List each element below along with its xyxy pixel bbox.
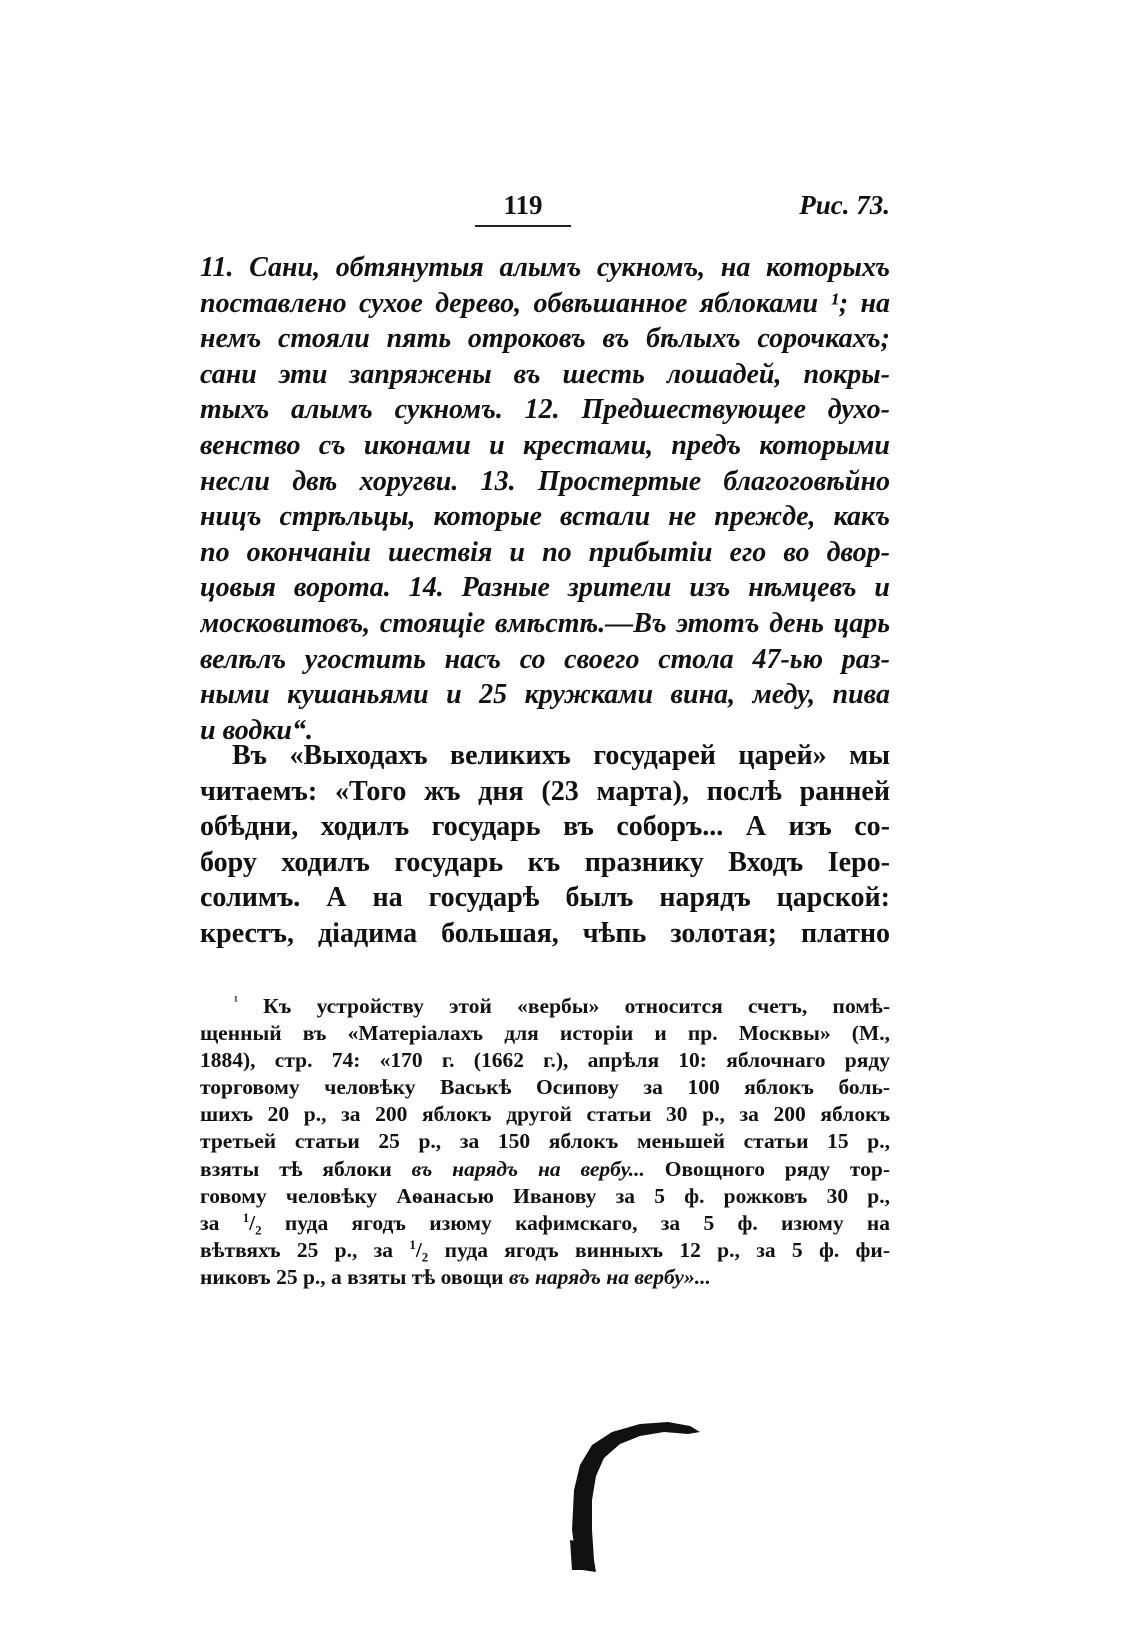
- text-line: и водки“.: [200, 714, 313, 746]
- text-line: сани эти запряжены въ шесть лошадей, покры-: [200, 358, 890, 390]
- italic-paragraph: [200, 250, 890, 748]
- footnote-italic-text: въ нарядъ на вербу...: [411, 1156, 645, 1181]
- text-line: обѣдни, ходилъ государь въ соборъ... А изъ со-: [200, 811, 890, 842]
- text-line: читаемъ: «Того жъ дня (23 марта), послѣ ранней: [200, 775, 890, 807]
- footnote-line: [200, 993, 890, 1020]
- footnote-marker: ¹: [234, 993, 238, 1008]
- main-paragraph: [200, 738, 890, 951]
- fraction-numerator: 1: [242, 1210, 250, 1225]
- fraction-numerator: 1: [409, 1237, 416, 1252]
- footnote-line: говому человѣку Аѳанасью Иванову за 5 ф. рожковъ 30 р.,: [200, 1183, 890, 1208]
- scan-artifact-mark: [560, 1410, 710, 1580]
- text-line: венство съ иконами и крестами, предъ которыми: [200, 429, 890, 461]
- footnote-text: вѣтвяхъ 25 р., за: [200, 1237, 410, 1262]
- text-line: по окончаніи шествія и по прибытіи его во двор-: [200, 536, 890, 568]
- footnote-line: [200, 1210, 890, 1237]
- footnote: [200, 993, 890, 1291]
- footnote-line: шихъ 20 р., за 200 яблокъ другой статьи 30 р., за 200 яблокъ: [200, 1102, 890, 1127]
- text-line: московитовъ, стоящіе вмѣстѣ.—Въ этотъ день царь: [200, 607, 890, 639]
- figure-reference: Рис. 73.: [799, 190, 890, 220]
- text-line: несли двѣ хоругви. 13. Простертые благоговѣйно: [200, 465, 890, 497]
- footnote-text: /₂ пуда ягодъ винныхъ 12 р., за 5 ф. фи-: [415, 1237, 890, 1262]
- footnote-line: третьей статьи 25 р., за 150 яблокъ меньшей статьи 15 р.,: [200, 1129, 890, 1154]
- footnote-text: Овощного ряду тор-: [644, 1156, 890, 1181]
- text-line: солимъ. А на государѣ былъ нарядъ царской:: [200, 882, 890, 913]
- footnote-text: взяты тѣ яблоки: [200, 1156, 412, 1181]
- footnote-line: [200, 1264, 890, 1291]
- footnote-line: торговому человѣку Васькѣ Осипову за 100 яблокъ боль-: [200, 1075, 890, 1100]
- text-line: велѣлъ угостить насъ со своего стола 47-ью раз-: [200, 643, 890, 675]
- text-line: ницъ стрѣльцы, которые встали не прежде, какъ: [200, 501, 890, 533]
- footnote-line: 1884), стр. 74: «170 г. (1662 г.), апрѣля 10: яблочнаго ряду: [200, 1048, 890, 1073]
- text-line: тыхъ алымъ сукномъ. 12. Предшествующее духо-: [200, 394, 890, 426]
- text-line: ными кушаньями и 25 кружками вина, меду, пива: [200, 679, 890, 711]
- text-line: немъ стояли пять отроковъ въ бѣлыхъ сорочкахъ;: [200, 323, 890, 355]
- footnote-text: Къ устройству этой «вербы» относится счетъ, помѣ-: [263, 994, 890, 1018]
- text-line: Въ «Выходахъ великихъ государей царей» мы: [232, 740, 890, 771]
- footnote-line: щенный въ «Матеріалахъ для исторіи и пр. Москвы» (М.,: [200, 1021, 890, 1046]
- text-line: крестъ, діадима большая, чѣпь золотая; платно: [200, 917, 890, 949]
- page-number: 119: [475, 190, 571, 227]
- footnote-text: никовъ 25 р., а взяты тѣ овощи: [200, 1264, 509, 1289]
- text-line: бору ходилъ государь къ празнику Входъ Іеро-: [200, 846, 890, 878]
- footnote-text: за: [200, 1210, 243, 1235]
- text-line: поставлено сухое дерево, обвѣшанное яблоками ¹; на: [200, 287, 890, 319]
- footnote-text: /₂ пуда ягодъ изюму кафимскаго, за 5 ф. изюму на: [249, 1210, 890, 1235]
- text-line: 11. Сани, обтянутыя алымъ сукномъ, на которыхъ: [200, 252, 890, 283]
- footnote-line: [200, 1156, 890, 1183]
- footnote-line: [200, 1237, 890, 1264]
- text-line: цовыя ворота. 14. Разные зрители изъ нѣмцевъ и: [200, 572, 890, 604]
- footnote-italic-text: въ нарядъ на вербу»...: [508, 1264, 711, 1289]
